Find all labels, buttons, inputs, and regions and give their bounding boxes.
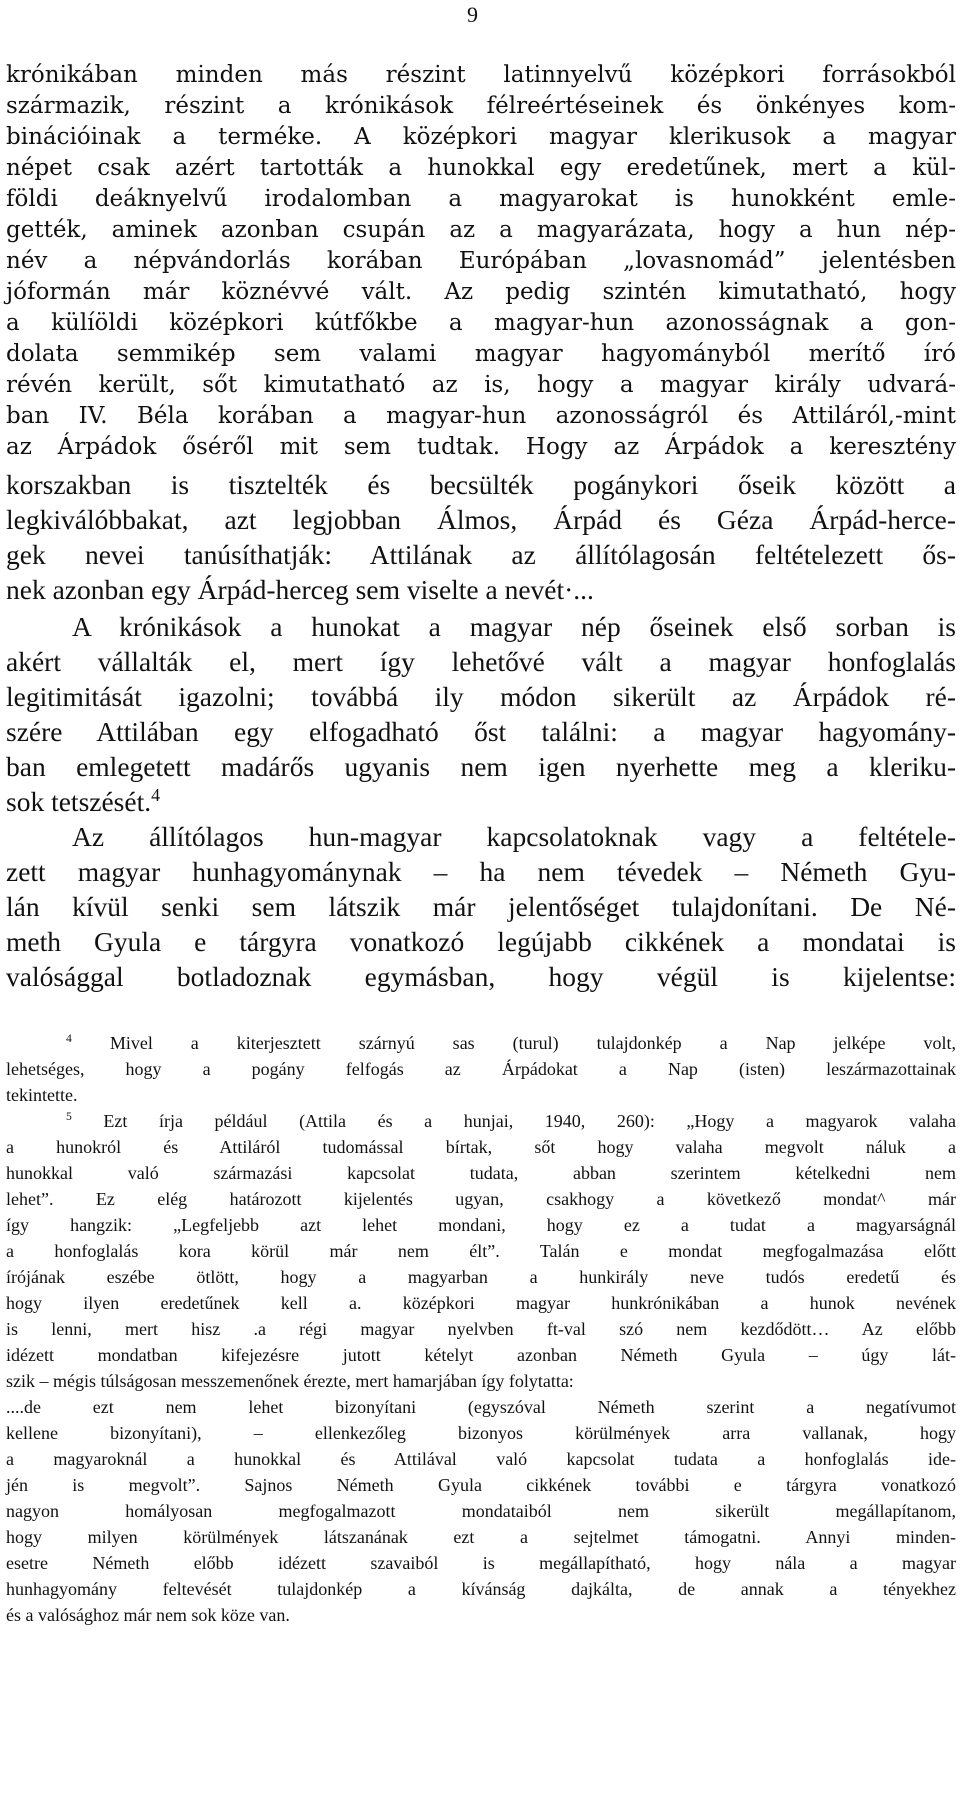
footnote-line: ....de ezt nem lehet bizonyítani (egyszóval Németh szerint a negatívumot — [6, 1397, 956, 1417]
text-line: származik, részint a krónikások félreértéseinek és önkényes kom- — [6, 93, 956, 119]
text-line: gették, aminek azonban csupán az a magyarázata, hogy a hun nép- — [6, 217, 956, 243]
text-line: földi deáknyelvű irodalomban a magyarokat is hunokként emle- — [6, 186, 956, 212]
footnote-line: a hunokról és Attiláról tudomással bírtak, sőt hogy valaha megvolt náluk a — [6, 1137, 956, 1157]
text-line: Az állítólagos hun-magyar kapcsolatoknak vagy a feltétele- — [72, 821, 956, 852]
footnote-line: kellene bizonyítani), – ellenkezőleg bizonyos körülmények arra vallanak, hogy — [6, 1423, 956, 1443]
text-line: legkiválóbbakat, azt legjobban Álmos, Árpád és Géza Árpád-herce- — [6, 504, 956, 535]
footnote-line: idézett mondatban kifejezésre jutott kételyt azonban Németh Gyula – úgy lát- — [6, 1345, 956, 1365]
text-line: korszakban is tisztelték és becsülték pogánykori őseik között a — [6, 469, 956, 500]
text-line: szére Attilában egy elfogadható őst találni: a magyar hagyomány- — [6, 716, 956, 747]
text-line: ban IV. Béla korában a magyar-hun azonosságról és Attiláról,-mint — [6, 403, 956, 429]
footnote-line: esetre Németh előbb idézett szavaiból is megállapítható, hogy nála a magyar — [6, 1553, 956, 1573]
footnote-line: írójának eszébe ötlött, hogy a magyarban a hunkirály neve tudós eredetű és — [6, 1267, 956, 1287]
footnote-line: szik – mégis túlságosan messzemenőnek érezte, mert hamarjában így folytatta: — [6, 1371, 574, 1391]
footnote-line: is lenni, mert hisz .a régi magyar nyelvben ft-val szó nem kezdődött… Az előbb — [6, 1319, 956, 1339]
footnote-line: nagyon homályosan megfogalmazott mondataiból nem sikerült megállapítanom, — [6, 1501, 956, 1521]
text-line: legitimitását igazolni; továbbá ily módon sikerült az Árpádok ré- — [6, 681, 956, 712]
text-line: ban emlegetett madárős ugyanis nem igen nyerhette meg a kleriku- — [6, 751, 956, 782]
text-line: név a népvándorlás korában Európában „lovasnomád” jelentésben — [6, 248, 956, 274]
footnote-line: lehetséges, hogy a pogány felfogás az Árpádokat a Nap (isten) leszármazottainak — [6, 1059, 956, 1079]
footnote-line: jén is megvolt”. Sajnos Németh Gyula cikkének további e tárgyra vonatkozó — [6, 1475, 956, 1495]
text-line: gek nevei tanúsíthatják: Attilának az állítólagosán feltételezett ős- — [6, 539, 956, 570]
text-line: binációinak a terméke. A középkori magyar klerikusok a magyar — [6, 124, 956, 150]
text-line: sok tetszését.$^4$ — [6, 784, 161, 817]
text-line: lán kívül senki sem látszik már jelentőséget tulajdonítani. De Né- — [6, 891, 956, 922]
footnote-ref-4: 4 — [151, 784, 161, 805]
text-line: A krónikások a hunokat a magyar nép őseinek első sorban is — [72, 611, 956, 642]
footnote-line: $^5$ Ezt írja például (Attila és a hunjai, 1940, 260): „Hogy a magyarok valaha — [66, 1110, 957, 1131]
text-line: krónikában minden más részint latinnyelvű középkori forrásokból — [6, 62, 956, 88]
text-line: dolata semmikép sem valami magyar hagyományból merítő író — [6, 341, 956, 367]
footnote-line: lehet”. Ez elég határozott kijelentés ugyan, csakhogy a következő mondat^ már — [6, 1189, 956, 1209]
footnote-line: a honfoglalás kora körül már nem élt”. Talán e mondat megfogalmazása előtt — [6, 1241, 956, 1261]
footnote-line: és a valósághoz már nem sok köze van. — [6, 1605, 290, 1625]
text-line: valósággal botladoznak egymásban, hogy végül is kijelentse: — [6, 961, 956, 992]
footnote-line: hunhagyomány feltevését tulajdonkép a kívánság dajkálta, de annak a tényekhez — [6, 1579, 956, 1599]
footnote-line: $^4$ Mivel a kiterjesztett szárnyú sas (turul) tulajdonkép a Nap jelképe volt, — [66, 1032, 956, 1053]
text-line: révén került, sőt kimutatható az is, hogy a magyar király udvará- — [6, 372, 956, 398]
footnote-line: hogy ilyen eredetűnek kell a. középkori magyar hunkrónikában a hunok nevének — [6, 1293, 956, 1313]
text-line: jóformán már köznévvé vált. Az pedig szintén kimutatható, hogy — [6, 279, 956, 305]
footnote-line: a magyaroknál a hunokkal és Attilával való kapcsolat tudata a honfoglalás ide- — [6, 1449, 956, 1469]
footnote-number-4: 4 — [66, 1032, 72, 1045]
page-number: 9 — [467, 2, 478, 27]
text-line: zett magyar hunhagyománynak – ha nem tévedek – Németh Gyu- — [6, 856, 956, 887]
text-line: az Árpádok őséről mit sem tudtak. Hogy az Árpádok a keresztény — [6, 434, 956, 460]
text-line: népet csak azért tartották a hunokkal egy eredetűnek, mert a kül- — [6, 155, 956, 181]
footnote-line: így hangzik: „Legfeljebb azt lehet mondani, hogy ez a tudat a magyarságnál — [6, 1215, 956, 1235]
text-line: nek azonban egy Árpád-herceg sem viselte a nevét·... — [6, 574, 594, 605]
footnote-line: tekintette. — [6, 1085, 78, 1105]
footnote-line: hogy milyen körülmények látszanának ezt a sejtelmet támogatni. Annyi minden- — [6, 1527, 956, 1547]
text-line: meth Gyula e tárgyra vonatkozó legújabb cikkének a mondatai is — [6, 926, 956, 957]
text-line: akért vállalták el, mert így lehetővé vált a magyar honfoglalás — [6, 646, 956, 677]
text-line: a külíöldi középkori kútfőkbe a magyar-hun azonosságnak a gon- — [6, 310, 956, 336]
footnote-number-5: 5 — [66, 1110, 72, 1123]
footnote-line: hunokkal való származási kapcsolat tudata, abban szerintem kételkedni nem — [6, 1163, 956, 1183]
